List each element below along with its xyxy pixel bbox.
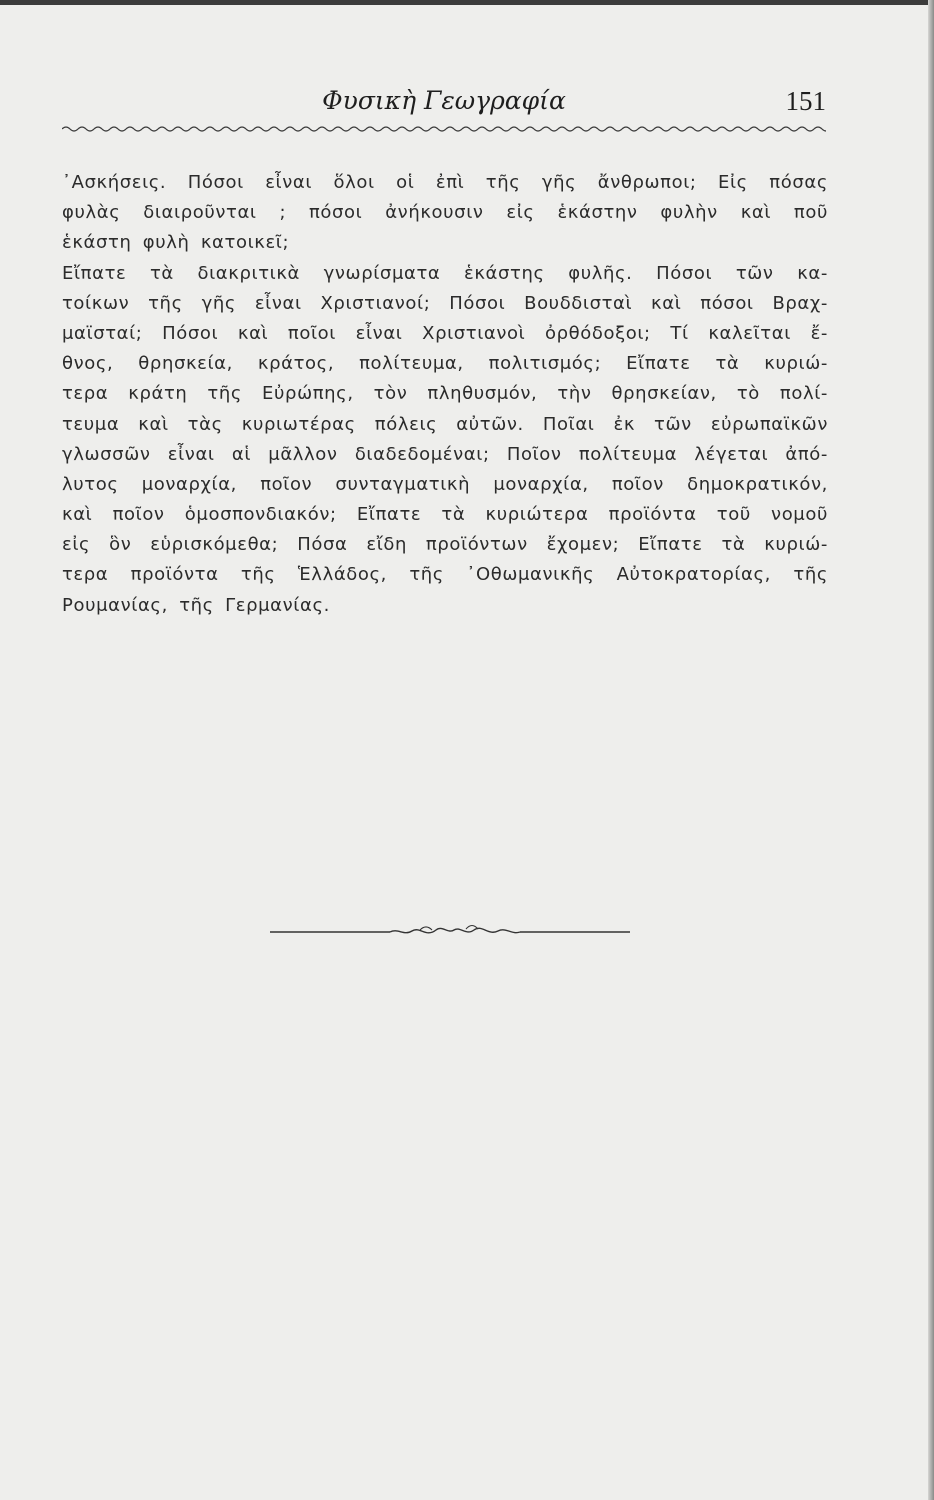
text-line: ᾿Ασκήσεις. Πόσοι εἶναι ὅλοι οἱ ἐπὶ τῆς γῆς ἄνθρωποι; Εἰς πόσας bbox=[62, 172, 828, 193]
text-line: τοίκων τῆς γῆς εἶναι Χριστιανοί; Πόσοι Βουδδισταὶ καὶ πόσοι Βραχ- bbox=[62, 292, 828, 314]
text-line: τερα κράτη τῆς Εὐρώπης, τὸν πληθυσμόν, τὴν θρησκείαν, τὸ πολί- bbox=[62, 383, 828, 405]
text-line: καὶ ποῖον ὁμοσπονδιακόν; Εἴπατε τὰ κυριώτερα προϊόντα τοῦ νομοῦ bbox=[62, 504, 828, 526]
text-line: λυτος μοναρχία, ποῖον συνταγματικὴ μοναρχία, ποῖον δημοκρατικόν, bbox=[62, 473, 828, 495]
text-line: Εἴπατε τὰ διακριτικὰ γνωρίσματα ἑκάστης φυλῆς. Πόσοι τῶν κα- bbox=[62, 262, 828, 284]
page-edge-shadow bbox=[928, 0, 934, 1500]
page-header bbox=[62, 80, 826, 130]
text-line: μαϊσταί; Πόσοι καὶ ποῖοι εἶναι Χριστιανοὶ ὀρθόδοξοι; Τί καλεῖται ἔ- bbox=[62, 322, 828, 344]
text-line: θνος, θρησκεία, κράτος, πολίτευμα, πολιτισμός; Εἴπατε τὰ κυριώ- bbox=[62, 353, 828, 375]
page-number: 151 bbox=[785, 86, 826, 116]
text-line: τευμα καὶ τὰς κυριωτέρας πόλεις αὐτῶν. Ποῖαι ἐκ τῶν εὐρωπαϊκῶν bbox=[62, 413, 828, 435]
tailpiece-ornament-icon bbox=[270, 918, 630, 944]
wavy-header-rule bbox=[62, 124, 826, 134]
text-line: φυλὰς διαιροῦνται ; πόσοι ἀνήκουσιν εἰς ἑκάστην φυλὴν καὶ ποῦ bbox=[62, 202, 828, 224]
text-line: ἑκάστη φυλὴ κατοικεῖ; bbox=[62, 232, 290, 254]
text-line: γλωσσῶν εἶναι αἱ μᾶλλον διαδεδομέναι; Ποῖον πολίτευμα λέγεται ἀπό- bbox=[62, 443, 828, 465]
top-border bbox=[0, 0, 934, 5]
text-line: τερα προϊόντα τῆς Ἑλλάδος, τῆς ᾿Οθωμανικῆς Αὐτοκρατορίας, τῆς bbox=[62, 564, 828, 586]
exercises-paragraph bbox=[62, 168, 828, 621]
running-title: Φυσικὴ Γεωγραφία bbox=[322, 86, 566, 115]
text-line: Ρουμανίας, τῆς Γερμανίας. bbox=[62, 594, 330, 616]
text-line: εἰς ὃν εὑρισκόμεθα; Πόσα εἴδη προϊόντων ἔχομεν; Εἴπατε τὰ κυριώ- bbox=[62, 534, 828, 556]
